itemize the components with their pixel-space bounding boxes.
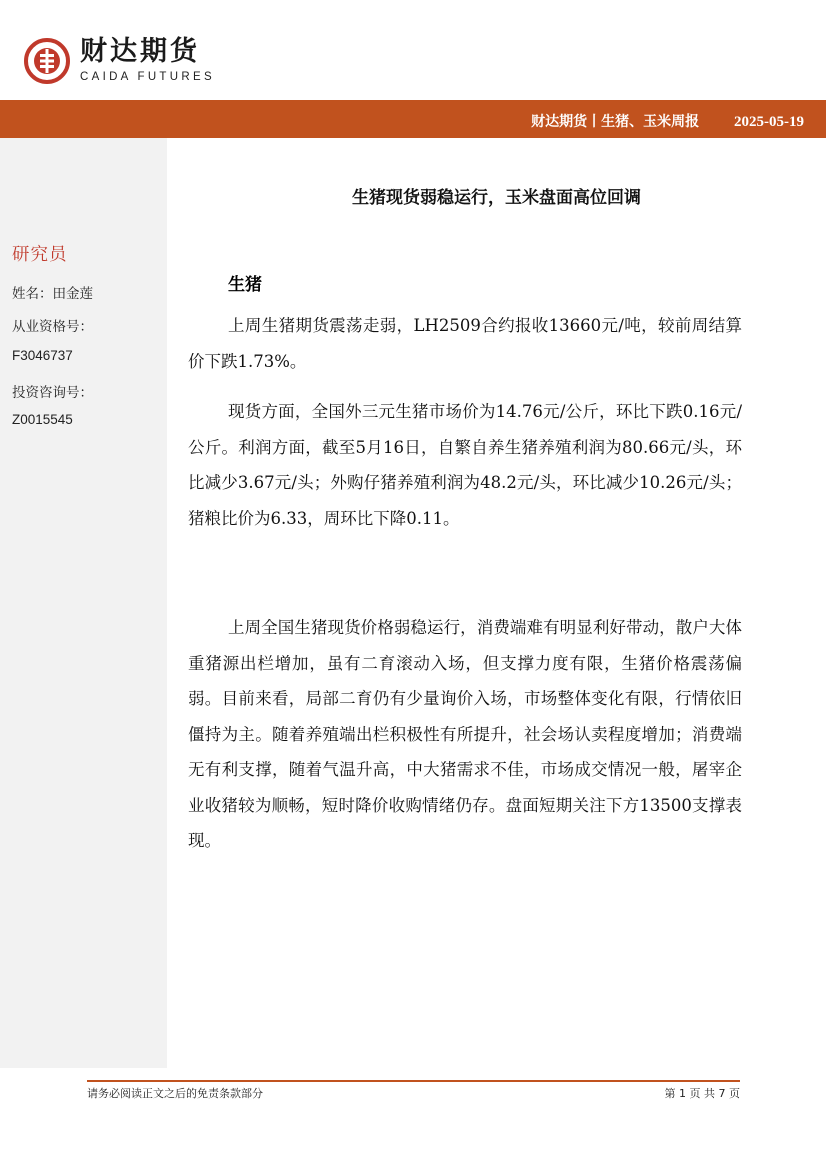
cert-number-label: 从业资格号： xyxy=(12,319,93,335)
invest-number-label: 投资咨询号： xyxy=(12,385,93,401)
brand-name-en: CAIDA FUTURES xyxy=(80,71,215,83)
report-header-bar xyxy=(0,100,826,138)
report-date: 2025-05-19 xyxy=(734,114,804,130)
report-label: 财达期货丨生猪、玉米周报 xyxy=(531,114,700,130)
cert-number-value: F3046737 xyxy=(12,348,73,363)
footer-disclaimer: 请务必阅读正文之后的免责条款部分 xyxy=(87,1087,263,1100)
invest-number-value: Z0015545 xyxy=(12,412,73,427)
paragraph-market-outlook: 上周全国生猪现货价格弱稳运行，消费端难有明显利好带动，散户大体重猪源出栏增加，虽有二育滚动入场，但支撑力度有限，生猪价格震荡偏弱。目前来看，局部二育仍有少量询价入场，市场整体变化有限，行情依旧僵持为主。随着养殖端出栏积极性有所提升，社会场认卖程度增加；消费端无有利支撑，随着气温升高，中大猪需求不佳，市场成交情况一般，屠宰企业收猪较为顺畅，短时降价收购情绪仍存。盘面短期关注下方13500支撑表现。 xyxy=(188,618,742,850)
analyst-name: 姓名：田金莲 xyxy=(12,286,93,302)
brand-name-cn: 财达期货 xyxy=(80,36,200,67)
footer-divider xyxy=(87,1080,740,1082)
section-heading-hogs: 生猪 xyxy=(228,275,262,295)
paragraph-futures: 上周生猪期货震荡走弱，LH2509合约报收13660元/吨，较前周结算价下跌1.73%。 xyxy=(188,316,742,371)
analyst-section-title: 研究员 xyxy=(12,245,68,265)
paragraph-spot-profit: 现货方面，全国外三元生猪市场价为14.76元/公斤，环比下跌0.16元/公斤。利润方面，截至5月16日，自繁自养生猪养殖利润为80.66元/头，环比减少3.67元/头；外购仔猪养殖利润为48.2元/头，环比减少10.26元/头；猪粮比价为6.33，周环比下降0.11。 xyxy=(188,402,742,528)
analyst-sidebar xyxy=(0,138,167,1068)
company-logo xyxy=(24,36,215,86)
page-number: 第 1 页 共 7 页 xyxy=(664,1087,740,1100)
caida-logo-icon xyxy=(24,38,70,84)
document-title: 生猪现货弱稳运行，玉米盘面高位回调 xyxy=(352,188,641,208)
